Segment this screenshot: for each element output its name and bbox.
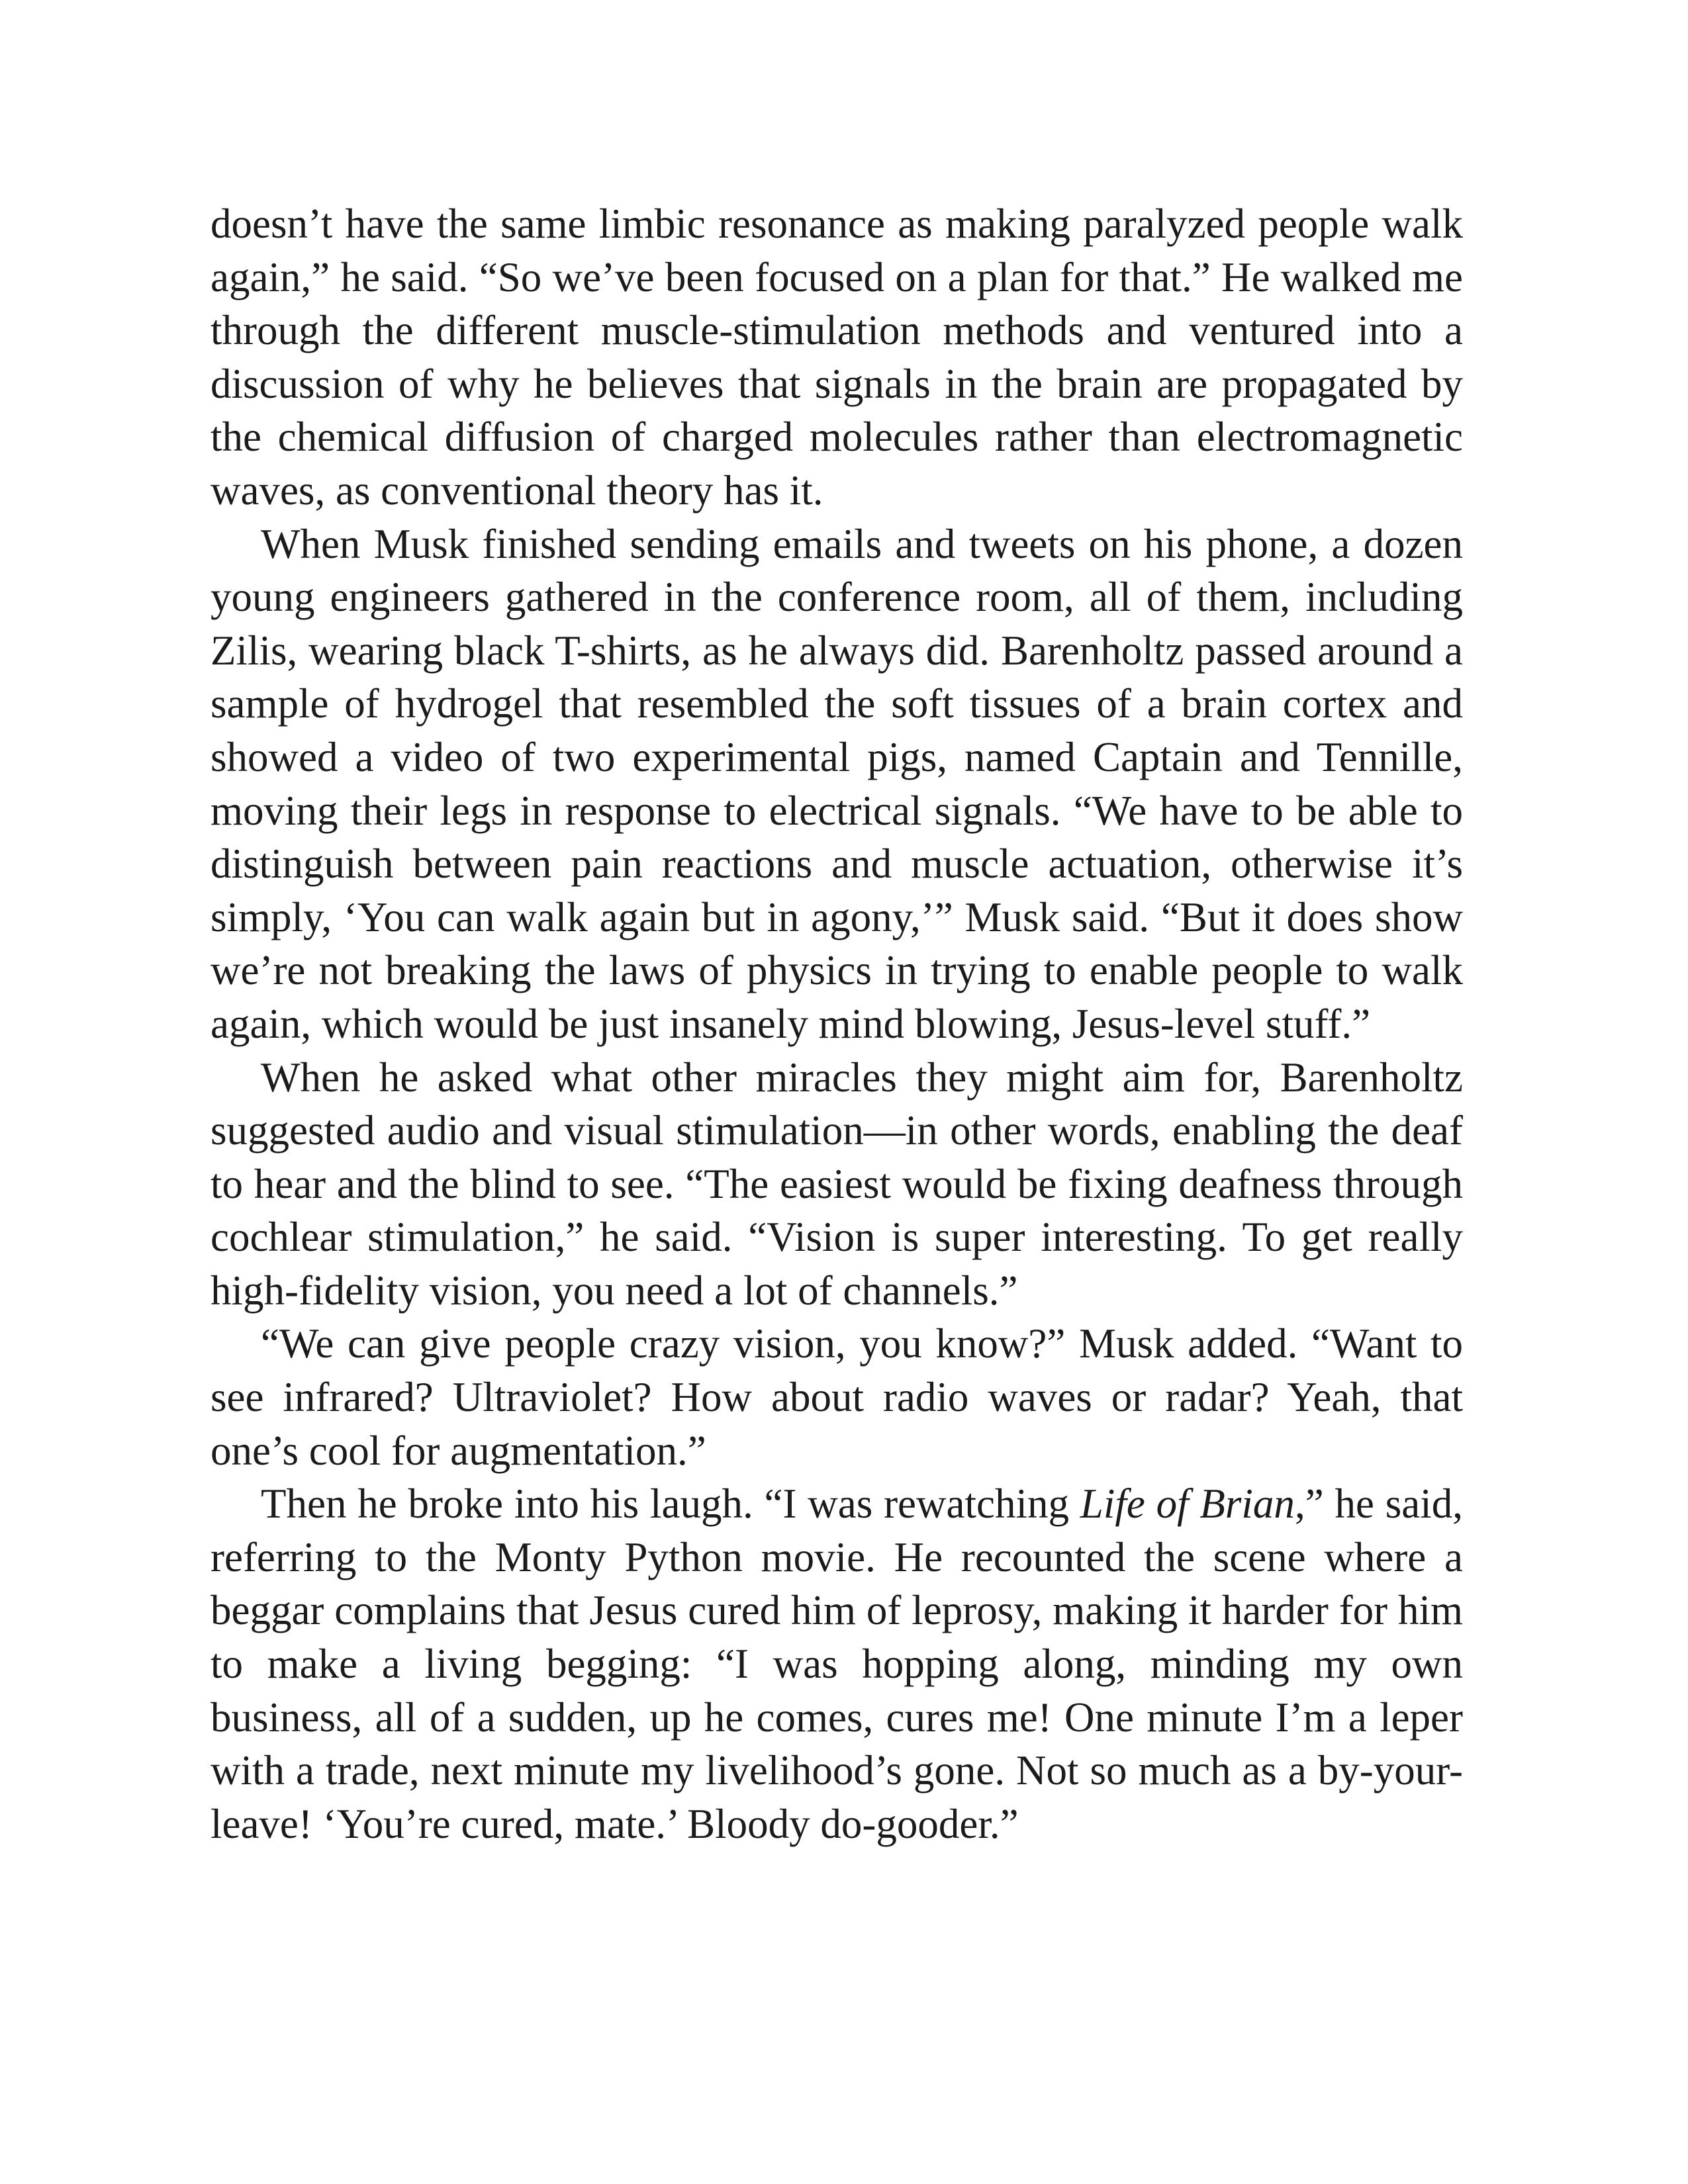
paragraph-4: “We can give people crazy vision, you know?” Musk added. “Want to see infrared? Ultraviolet? How about radio waves or radar? Yeah, that one’s cool for augmentation.” xyxy=(211,1320,1463,1474)
paragraph-5 xyxy=(211,1477,1463,1850)
paragraph-3: When he asked what other miracles they might aim for, Barenholtz suggested audio and visual stimulation—in other words, enabling the deaf to hear and the blind to see. “The easiest would be fixing deafness through cochlear stimulation,” he said. “Vision is super interesting. To get really high-fidelity vision, you need a lot of channels.” xyxy=(211,1054,1463,1314)
body-text xyxy=(211,197,1463,1850)
paragraph-5-rest: ,” he said, referring to the Monty Python movie. He recounted the scene where a beggar complains that Jesus cured him of leprosy, making it harder for him to make a living begging: “I was hopping along, minding my own business, all of a sudden, up he comes, cures me! One minute I’m a leper with a trade, next minute my livelihood’s gone. Not so much as a by-your-leave! ‘You’re cured, mate.’ Bloody do-gooder.” xyxy=(211,1480,1463,1847)
paragraph-2: When Musk finished sending emails and tweets on his phone, a dozen young engineers gathered in the conference room, all of them, including Zilis, wearing black T-shirts, as he always did. Barenholtz passed around a sample of hydrogel that resembled the soft tissues of a brain cortex and showed a video of two experimental pigs, named Captain and Tennille, moving their legs in response to electrical signals. “We have to be able to distinguish between pain reactions and muscle actuation, otherwise it’s simply, ‘You can walk again but in agony,’” Musk said. “But it does show we’re not breaking the laws of physics in trying to enable people to walk again, which would be just insanely mind blowing, Jesus-level stuff.” xyxy=(211,520,1463,1047)
paragraph-5-lead: Then he broke into his laugh. “I was rewatching xyxy=(261,1480,1080,1527)
paragraph-1: doesn’t have the same limbic resonance as making paralyzed people walk again,” he said. “So we’ve been focused on a plan for that.” He walked me through the different muscle-stimulation methods and ventured into a discussion of why he believes that signals in the brain are propagated by the chemical diffusion of charged molecules rather than electromagnetic waves, as conventional theory has it. xyxy=(211,201,1463,514)
movie-title: Life of Brian xyxy=(1080,1480,1295,1527)
